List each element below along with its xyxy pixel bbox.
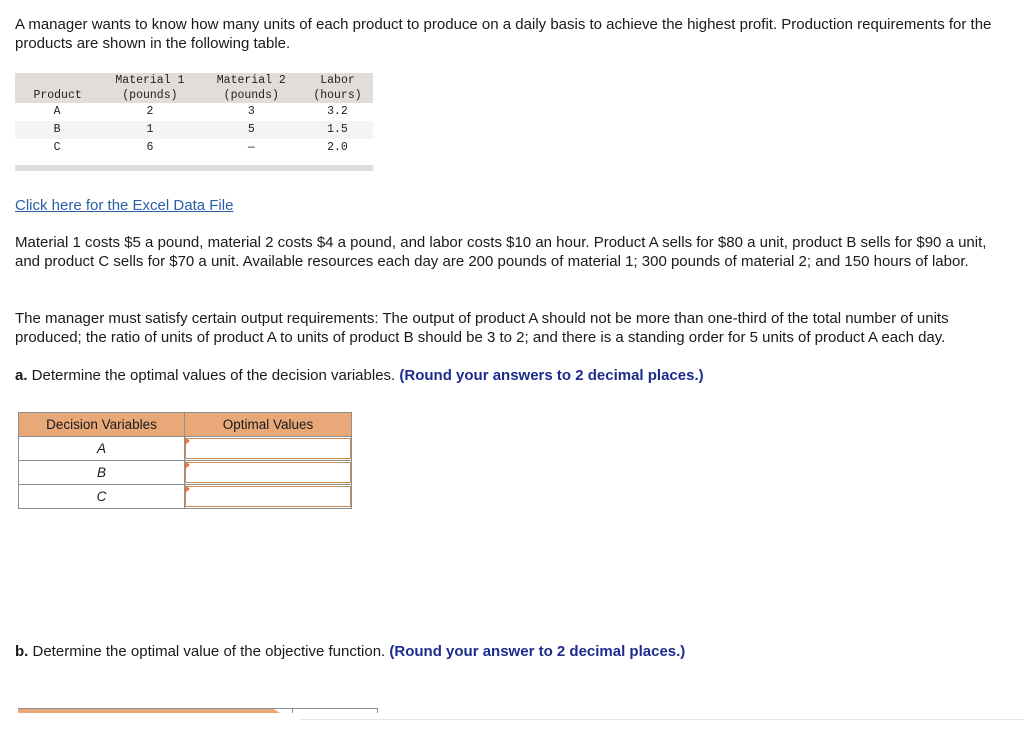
header-material-2: Material 2 (pounds) — [201, 73, 302, 103]
table-row — [19, 461, 352, 485]
problem-intro: A manager wants to know how many units of each product to produce on a daily basis to achieve the highest profit. Production requirements for the products are shown in the following table. — [15, 16, 992, 52]
objective-value-input-partial[interactable] — [292, 708, 378, 713]
part-a-instruction: (Round your answers to 2 decimal places.) — [399, 367, 704, 384]
objective-table-header-fill — [18, 709, 274, 713]
table-row: B 1 5 1.5 — [15, 121, 373, 139]
answer-header-row — [19, 413, 352, 437]
header-optimal-values: Optimal Values — [185, 413, 352, 437]
part-a-label: a. — [15, 367, 28, 384]
divider — [300, 719, 1024, 720]
variable-c-label: C — [19, 485, 185, 509]
costs-paragraph: Material 1 costs $5 a pound, material 2 costs $4 a pound, and labor costs $10 an hour. Product A sells for $80 a unit, product B sells for $90 a unit, and product C sells for $70 a unit. Available resources each day are 200 pounds of material 1; 300 pounds of material 2; and 150 hours of labor. — [15, 234, 987, 270]
optimal-value-b-cell — [185, 461, 352, 485]
objective-function-table-partial — [18, 708, 376, 713]
input-flag-icon — [185, 461, 190, 469]
variable-b-label: B — [19, 461, 185, 485]
part-a-question — [15, 366, 1010, 385]
table-header-row — [15, 73, 373, 103]
excel-data-file-link[interactable]: Click here for the Excel Data File — [15, 197, 234, 214]
part-b-instruction: (Round your answer to 2 decimal places.) — [389, 643, 686, 660]
table-row — [19, 485, 352, 509]
optimal-value-c-input[interactable] — [185, 486, 351, 507]
optimal-value-b-input[interactable] — [185, 462, 351, 483]
requirements-paragraph: The manager must satisfy certain output requirements: The output of product A should not be more than one-third of the total number of units produced; the ratio of units of product A to units of product B should be 3 to 2; and there is a standing order for 5 units of product A each day. — [15, 310, 949, 346]
optimal-value-a-input[interactable] — [185, 438, 351, 459]
input-flag-icon — [185, 485, 190, 493]
part-b-label: b. — [15, 643, 29, 660]
table-row — [19, 437, 352, 461]
optimal-value-c-cell — [185, 485, 352, 509]
variable-a-label: A — [19, 437, 185, 461]
optimal-value-a-cell — [185, 437, 352, 461]
header-labor: Labor (hours) — [302, 73, 373, 103]
part-a-text: Determine the optimal values of the decision variables. — [27, 367, 400, 384]
header-product: Product — [15, 73, 99, 103]
part-b-text: Determine the optimal value of the objective function. — [28, 643, 390, 660]
table-row: A 2 3 3.2 — [53, 105, 348, 118]
objective-table-flag-icon — [274, 709, 280, 713]
decision-variables-table — [18, 412, 352, 509]
part-b-question — [15, 642, 1010, 661]
header-material-1: Material 1 (pounds) — [99, 73, 200, 103]
table-spacer — [15, 157, 373, 165]
table-row: C 6 — 2.0 — [53, 141, 348, 154]
table-footer-bar — [15, 165, 373, 171]
production-requirements-table — [15, 73, 373, 171]
header-decision-variables: Decision Variables — [19, 413, 185, 437]
input-flag-icon — [185, 437, 190, 445]
